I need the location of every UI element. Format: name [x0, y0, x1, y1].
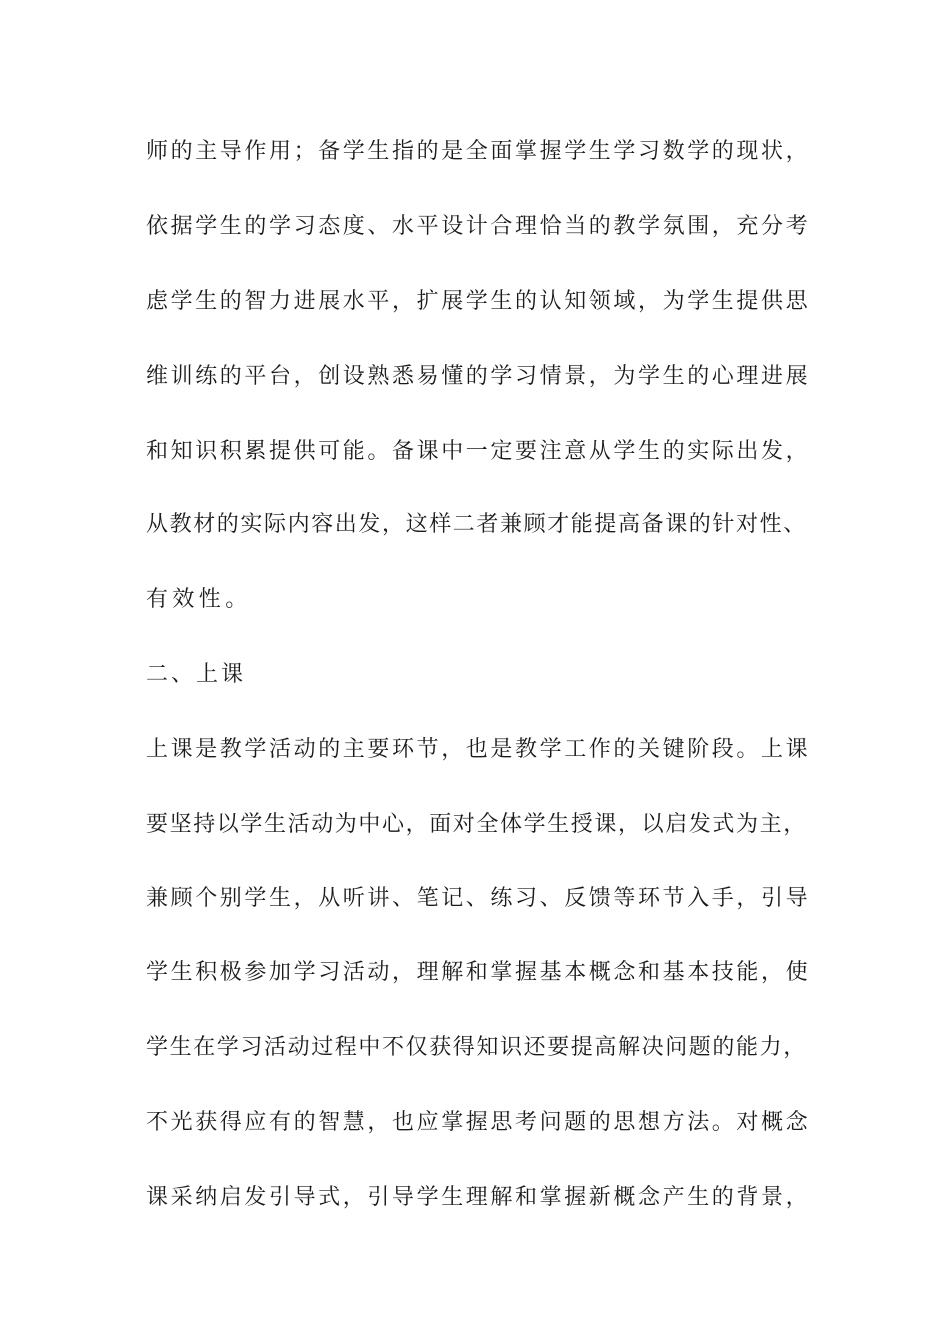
paragraph-line: 不光获得应有的智慧，也应掌握思考问题的思想方法。对概念	[146, 1110, 811, 1135]
paragraph-line: 课采纳启发引导式，引导学生理解和掌握新概念产生的背景，	[146, 1185, 811, 1210]
paragraph-line: 从教材的实际内容出发，这样二者兼顾才能提高备课的针对性、	[146, 512, 807, 537]
paragraph-line: 依据学生的学习态度、水平设计合理恰当的教学氛围，充分考	[146, 214, 811, 239]
paragraph-line: 学生在学习活动过程中不仅获得知识还要提高解决问题的能力，	[146, 1035, 807, 1060]
paragraph-line: 兼顾个别学生，从听讲、笔记、练习、反馈等环节入手，引导	[146, 886, 811, 911]
paragraph-line: 和知识积累提供可能。备课中一定要注意从学生的实际出发，	[146, 439, 811, 464]
paragraph-line: 学生积极参加学习活动，理解和掌握基本概念和基本技能，使	[146, 960, 811, 985]
paragraph-line: 有效性。	[146, 587, 252, 612]
paragraph-line: 要坚持以学生活动为中心，面对全体学生授课，以启发式为主，	[146, 812, 807, 837]
paragraph-line: 虑学生的智力进展水平，扩展学生的认知领域，为学生提供思	[146, 289, 811, 314]
paragraph-line: 师的主导作用；备学生指的是全面掌握学生学习数学的现状，	[146, 139, 811, 164]
paragraph-line: 维训练的平台，创设熟悉易懂的学习情景，为学生的心理进展	[146, 364, 811, 389]
paragraph-line: 上课是教学活动的主要环节，也是教学工作的关键阶段。上课	[146, 737, 811, 762]
section-heading: 二、上课	[146, 662, 247, 687]
